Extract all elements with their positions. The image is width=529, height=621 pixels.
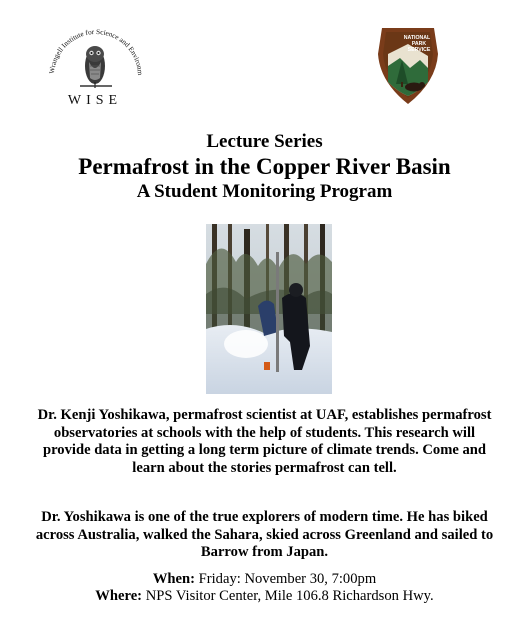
owl-icon [40, 16, 150, 108]
nps-text-service: SERVICE [407, 47, 431, 53]
when-label: When: [152, 571, 195, 587]
when-value: Friday: November 30, 7:00pm [198, 571, 377, 587]
where-value: NPS Visitor Center, Mile 106.8 Richardson Hwy. [145, 588, 434, 604]
wise-logo [40, 16, 150, 108]
nps-text-park: PARK [411, 41, 427, 47]
arrowhead-icon [376, 24, 440, 106]
event-when [0, 571, 529, 588]
nps-text-national: NATIONAL [403, 35, 431, 41]
where-label: Where: [95, 588, 143, 604]
event-where [0, 588, 529, 605]
wise-letters: WISE [67, 93, 123, 108]
field-photo [206, 224, 332, 394]
bio-paragraph: Dr. Yoshikawa is one of the true explorers of modern time. He has biked across Australia, walked the Sahara, skied across Greenland and sailed to Barrow from Japan. [35, 509, 494, 560]
wise-arc-text: Wrangell Institute for Science and Environm [47, 27, 145, 76]
description-paragraph: Dr. Kenji Yoshikawa, permafrost scientist at UAF, establishes permafrost observatories at schools with the help of students. This research will provide data in getting a long term picture of climate trends. Come and learn about the stories permafrost can tell. [37, 407, 492, 476]
main-title: Permafrost in the Copper River Basin [78, 154, 451, 179]
photo-image [206, 224, 332, 394]
nps-logo [376, 24, 440, 106]
title-block [0, 131, 529, 204]
subtitle: A Student Monitoring Program [136, 181, 393, 202]
lecture-series-title: Lecture Series [206, 131, 323, 152]
